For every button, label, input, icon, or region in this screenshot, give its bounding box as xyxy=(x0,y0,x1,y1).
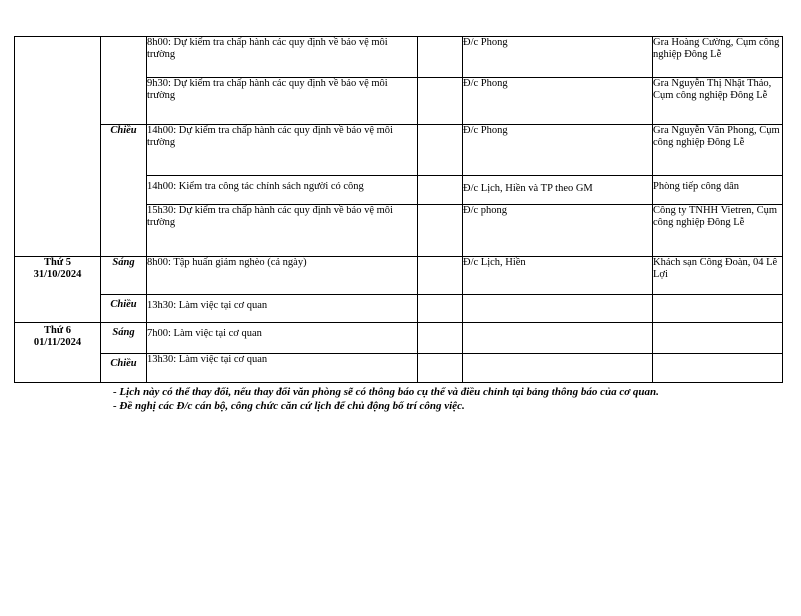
activity-cell: 15h30: Dự kiểm tra chấp hành các quy định về bảo vệ môi trường xyxy=(147,205,418,257)
table-row xyxy=(15,257,783,295)
table-row xyxy=(15,354,783,383)
session-cell: Chiều xyxy=(101,125,147,257)
place-cell: Công ty TNHH Vietren, Cụm công nghiệp Đông Lễ xyxy=(653,205,783,257)
note-line: - Lịch này có thể thay đổi, nếu thay đổi văn phòng sẽ có thông báo cụ thể và điều chỉnh tại bảng thông báo của cơ quan. xyxy=(113,386,659,398)
note-line: - Đề nghị các Đ/c cán bộ, công chức căn cứ lịch để chủ động bố trí công việc. xyxy=(113,400,465,412)
blank-cell xyxy=(418,176,463,205)
place-cell: Gra Hoàng Cường, Cụm công nghiệp Đông Lễ xyxy=(653,37,783,78)
activity-cell: 9h30: Dự kiểm tra chấp hành các quy định về bảo vệ môi trường xyxy=(147,78,418,125)
activity-cell: 8h00: Dự kiểm tra chấp hành các quy định về bảo vệ môi trường xyxy=(147,37,418,78)
blank-cell xyxy=(418,125,463,176)
blank-cell xyxy=(418,78,463,125)
place-cell: Gra Nguyễn Thị Nhật Thảo, Cụm công nghiệp Đông Lễ xyxy=(653,78,783,125)
place-cell xyxy=(653,354,783,383)
person-cell: Đ/c phong xyxy=(463,205,653,257)
person-cell xyxy=(463,295,653,323)
person-cell: Đ/c Lịch, Hiền xyxy=(463,257,653,295)
table-row xyxy=(15,37,783,78)
blank-cell xyxy=(418,354,463,383)
person-cell: Đ/c Phong xyxy=(463,78,653,125)
table-row xyxy=(15,295,783,323)
place-cell: Khách sạn Công Đoàn, 04 Lê Lợi xyxy=(653,257,783,295)
day-cell xyxy=(15,257,101,323)
blank-cell xyxy=(418,257,463,295)
day-cell xyxy=(15,37,101,257)
session-cell: Sáng xyxy=(101,257,147,295)
activity-cell: 13h30: Làm việc tại cơ quan xyxy=(147,354,418,383)
person-cell: Đ/c Lịch, Hiền và TP theo GM xyxy=(463,176,653,205)
notes xyxy=(113,385,659,413)
session-cell: Sáng xyxy=(101,323,147,354)
blank-cell xyxy=(418,323,463,354)
day-name: Thứ 5 xyxy=(43,257,72,268)
activity-cell: 14h00: Dự kiểm tra chấp hành các quy định về bảo vệ môi trường xyxy=(147,125,418,176)
day-date: 01/11/2024 xyxy=(33,337,82,348)
place-cell xyxy=(653,295,783,323)
schedule-table xyxy=(14,36,783,383)
day-name: Thứ 6 xyxy=(43,325,72,336)
place-cell: Phòng tiếp công dân xyxy=(653,176,783,205)
table-row xyxy=(15,125,783,176)
person-cell xyxy=(463,354,653,383)
place-cell: Gra Nguyễn Văn Phong, Cụm công nghiệp Đông Lễ xyxy=(653,125,783,176)
table-row xyxy=(15,323,783,354)
activity-cell: 13h30: Làm việc tại cơ quan xyxy=(147,295,418,323)
activity-cell: 7h00: Làm việc tại cơ quan xyxy=(147,323,418,354)
session-cell xyxy=(101,37,147,125)
blank-cell xyxy=(418,37,463,78)
blank-cell xyxy=(418,205,463,257)
activity-cell: 8h00: Tập huấn giảm nghèo (cả ngày) xyxy=(147,257,418,295)
person-cell: Đ/c Phong xyxy=(463,125,653,176)
session-cell: Chiều xyxy=(101,354,147,383)
blank-cell xyxy=(418,295,463,323)
activity-cell: 14h00: Kiểm tra công tác chính sách người có công xyxy=(147,176,418,205)
place-cell xyxy=(653,323,783,354)
day-cell xyxy=(15,323,101,383)
person-cell xyxy=(463,323,653,354)
day-date: 31/10/2024 xyxy=(33,269,82,280)
person-cell: Đ/c Phong xyxy=(463,37,653,78)
session-cell: Chiều xyxy=(101,295,147,323)
